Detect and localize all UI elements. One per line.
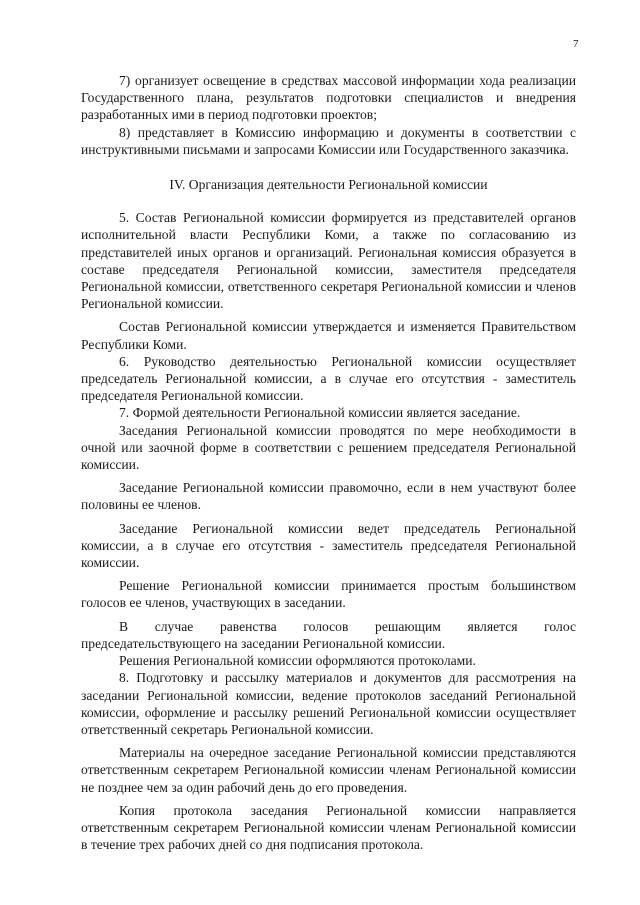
paragraph: Решение Региональной комиссии принимается простым большинством голосов ее членов, участвующих в заседании. [81,578,576,611]
paragraph: 5. Состав Региональной комиссии формируется из представителей органов исполнительной власти Республики Коми, а также по согласованию из представителей иных органов и организаций. Региональная комиссия образуется в составе председателя Региональной комиссии, заместителя председателя Региональной комиссии, ответственного секретаря Региональной комиссии и членов Региональной комиссии. [81,210,576,312]
paragraph: 7. Формой деятельности Региональной комиссии является заседание. [119,405,521,421]
section-title: IV. Организация деятельности Региональной комиссии [169,177,488,193]
paragraph: В случае равенства голосов решающим является голос председательствующего на заседании Региональной комиссии. [81,618,576,651]
paragraph: Копия протокола заседания Региональной комиссии направляется ответственным секретарем Региональной комиссии членам Региональной комиссии в течение трех рабочих дней со дня подписания протокола. [81,802,576,853]
paragraph: 7) организует освещение в средствах массовой информации хода реализации Государственного плана, результатов подготовки специалистов и внедрения разработанных ими в период подготовки проектов; [81,73,576,123]
paragraph: 8) представляет в Комиссию информацию и документы в соответствии с инструктивными письмами и запросами Комиссии или Государственного заказчика. [81,124,576,157]
paragraph: 8. Подготовку и рассылку материалов и документов для рассмотрения на заседании Региональной комиссии, ведение протоколов заседаний Региональной комиссии, оформление и рассылку решений Региональной комиссии осуществляет ответственный секретарь Региональной комиссии. [81,670,576,737]
paragraph: Заседания Региональной комиссии проводятся по мере необходимости в очной или заочной форме в соответствии с решением председателя Региональной комиссии. [81,422,576,473]
paragraph: Заседание Региональной комиссии ведет председатель Региональной комиссии, а в случае его отсутствия - заместитель председателя Региональной комиссии. [81,520,576,571]
page-number: 7 [573,38,579,50]
paragraph: 6. Руководство деятельностью Региональной комиссии осуществляет председатель Региональной комиссии, а в случае его отсутствия - заместитель председателя Региональной комиссии. [81,353,576,404]
paragraph: Состав Региональной комиссии утверждается и изменяется Правительством Республики Коми. [81,319,576,352]
paragraph: Материалы на очередное заседание Региональной комиссии представляются ответственным секретарем Региональной комиссии членам Региональной комиссии не позднее чем за один рабочий день до его проведения. [81,745,576,795]
document-body [81,72,576,853]
paragraph: Заседание Региональной комиссии правомочно, если в нем участвуют более половины ее членов. [81,480,576,513]
paragraph: Решения Региональной комиссии оформляются протоколами. [119,653,476,669]
